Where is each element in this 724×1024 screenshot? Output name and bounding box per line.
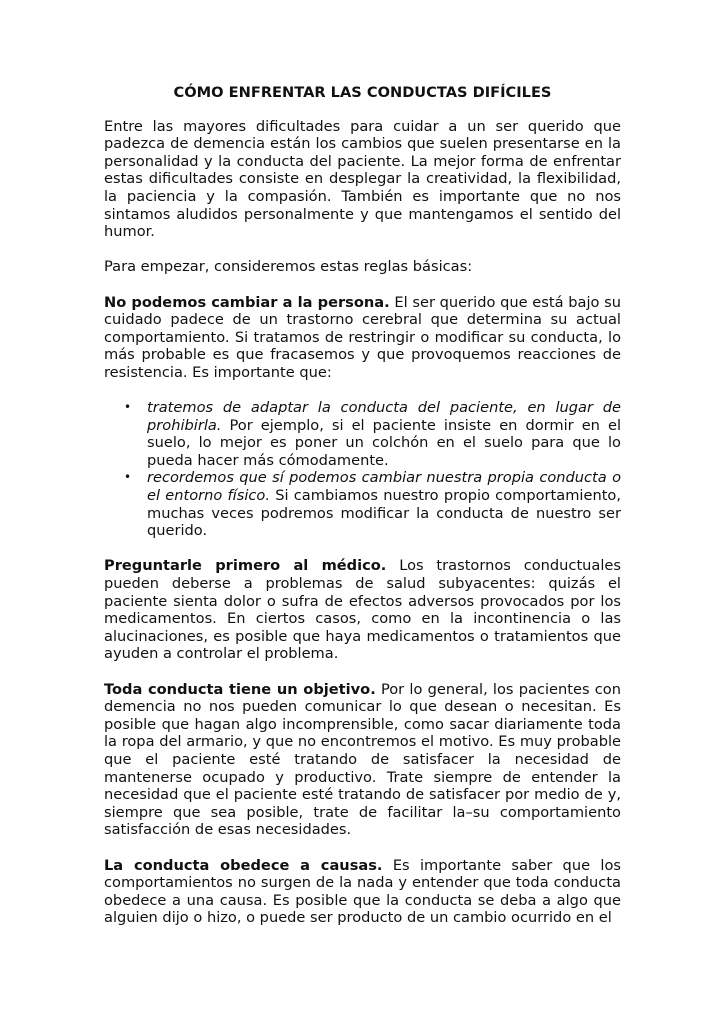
list-item-emphasis: tratemos de adaptar la conducta del paciente, en lugar de prohibirla. bbox=[147, 399, 621, 434]
rule-heading-2: Preguntarle primero al médico. bbox=[104, 557, 387, 575]
intro-paragraph: Entre las mayores dificultades para cuidar a un ser querido que padezca de demencia están los cambios que suelen presentarse en la personalidad y la conducta del paciente. La mejor forma de enfrentar estas dificultades consiste en desplegar la creatividad, la flexibilidad, la paciencia y la compasión. También es importante que no nos sintamos aludidos personalmente y que mantengamos el sentido del humor. bbox=[104, 117, 621, 241]
list-item-text: Si cambiamos nuestro propio comportamiento, muchas veces podremos modificar la conducta de nuestro ser querido. bbox=[147, 487, 621, 540]
rule-paragraph-2 bbox=[104, 557, 621, 663]
rule-heading-3: Toda conducta tiene un objetivo. bbox=[104, 680, 376, 698]
list-item bbox=[124, 469, 621, 540]
rule-text-2: Los trastornos conductuales pueden deberse a problemas de salud subyacentes: quizás el paciente sienta dolor o sufra de efectos adversos provocados por los medicamentos. En ciertos casos, como en la incontinencia o las alucinaciones, es posible que haya medicamentos o tratamientos que ayuden a controlar el problema. bbox=[104, 557, 621, 663]
bullet-icon: • bbox=[124, 470, 132, 485]
rule-text-4: Es importante saber que los comportamientos no surgen de la nada y entender que toda conducta obedece a una causa. Es posible que la conducta se deba a algo que alguien dijo o hizo, o puede ser producto de un cambio ocurrido en el bbox=[104, 856, 621, 927]
rule-paragraph-4 bbox=[104, 857, 621, 927]
rule-text-1: El ser querido que está bajo su cuidado padece de un trastorno cerebral que determina su actual comportamiento. Si tratamos de restringir o modificar su conducta, lo más probable es que fracasemos y que provoquemos reacciones de resistencia. Es importante que: bbox=[104, 293, 622, 381]
lead-paragraph: Para empezar, consideremos estas reglas básicas: bbox=[104, 258, 473, 276]
rule-heading-4: La conducta obedece a causas. bbox=[104, 856, 383, 874]
rule-heading-1: No podemos cambiar a la persona. bbox=[104, 293, 390, 311]
rule-text-3: Por lo general, los pacientes con demencia no nos pueden comunicar lo que desean o necesitan. Es posible que hagan algo incomprensible, como sacar diariamente toda la ropa del armario, y que no encontremos el motivo. Es muy probable que el paciente esté tratando de satisfacer la necesidad de mantenerse ocupado y productivo. Trate siempre de entender la necesidad que el paciente esté tratando de satisfacer por medio de y, siempre que sea posible, trate de facilitar la–su comportamiento satisfacción de esas necesidades. bbox=[104, 680, 621, 839]
list-item-emphasis: recordemos que sí podemos cambiar nuestra propia conducta o el entorno físico. bbox=[147, 469, 621, 505]
rule-paragraph-1 bbox=[104, 294, 621, 382]
rule-paragraph-3 bbox=[104, 681, 621, 839]
list-item-text: Por ejemplo, si el paciente insiste en dormir en el suelo, lo mejor es poner un colchón en el suelo para que lo pueda hacer más cómodamente. bbox=[147, 416, 621, 469]
document-title: CÓMO ENFRENTAR LAS CONDUCTAS DIFÍCILES bbox=[173, 84, 552, 101]
document-page bbox=[104, 84, 621, 945]
bullet-list bbox=[104, 399, 621, 540]
list-item bbox=[124, 399, 621, 469]
bullet-icon: • bbox=[124, 400, 132, 415]
